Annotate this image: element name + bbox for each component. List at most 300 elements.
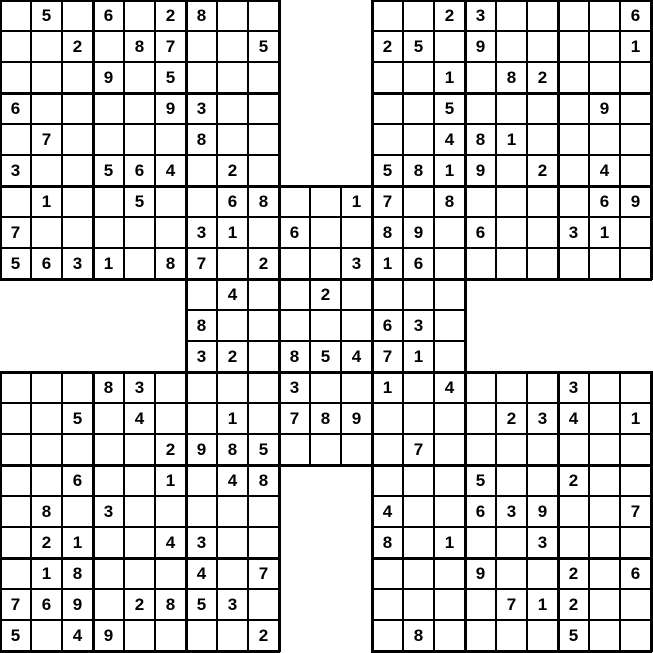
sudoku-cell-given: 8 [186, 0, 217, 31]
sudoku-cell-empty[interactable] [403, 186, 434, 217]
sudoku-cell-empty[interactable] [31, 217, 62, 248]
sudoku-cell-empty[interactable] [217, 93, 248, 124]
sudoku-cell-given: 7 [279, 403, 310, 434]
sudoku-cell-empty[interactable] [217, 124, 248, 155]
sudoku-cell-empty[interactable] [465, 248, 496, 279]
sudoku-cell-empty[interactable] [31, 31, 62, 62]
sudoku-cell-empty[interactable] [434, 434, 465, 465]
sudoku-cell-given: 9 [620, 186, 651, 217]
sudoku-cell-empty[interactable] [62, 186, 93, 217]
sudoku-cell-empty[interactable] [620, 372, 651, 403]
grid-band-vertical [371, 371, 374, 652]
sudoku-cell-empty[interactable] [0, 403, 31, 434]
sudoku-cell-empty[interactable] [155, 620, 186, 651]
sudoku-cell-empty[interactable] [620, 620, 651, 651]
sudoku-cell-given: 3 [186, 527, 217, 558]
sudoku-cell-empty[interactable] [341, 310, 372, 341]
sudoku-cell-given: 8 [310, 403, 341, 434]
sudoku-cell-given: 4 [186, 558, 217, 589]
sudoku-cell-empty[interactable] [310, 217, 341, 248]
sudoku-cell-empty[interactable] [31, 403, 62, 434]
sudoku-cell-given: 7 [31, 124, 62, 155]
sudoku-cell-empty[interactable] [248, 589, 279, 620]
sudoku-cell-given: 2 [248, 620, 279, 651]
sudoku-cell-empty[interactable] [434, 217, 465, 248]
sudoku-cell-empty[interactable] [0, 527, 31, 558]
sudoku-cell-empty[interactable] [620, 434, 651, 465]
grid-band-horizontal [0, 464, 280, 467]
sudoku-cell-empty[interactable] [186, 620, 217, 651]
sudoku-cell-given: 6 [465, 217, 496, 248]
sudoku-cell-given: 8 [155, 248, 186, 279]
sudoku-cell-empty[interactable] [0, 124, 31, 155]
sudoku-cell-empty[interactable] [372, 434, 403, 465]
sudoku-cell-empty[interactable] [186, 279, 217, 310]
sudoku-cell-given: 3 [93, 496, 124, 527]
sudoku-cell-given: 5 [155, 62, 186, 93]
sudoku-cell-empty[interactable] [93, 186, 124, 217]
sudoku-cell-given: 3 [341, 248, 372, 279]
sudoku-cell-empty[interactable] [341, 372, 372, 403]
sudoku-cell-empty[interactable] [403, 496, 434, 527]
sudoku-cell-given: 4 [434, 124, 465, 155]
sudoku-cell-empty[interactable] [527, 0, 558, 31]
sudoku-cell-empty[interactable] [403, 93, 434, 124]
sudoku-cell-empty[interactable] [465, 434, 496, 465]
sudoku-cell-empty[interactable] [465, 589, 496, 620]
sudoku-cell-empty[interactable] [434, 589, 465, 620]
sudoku-cell-empty[interactable] [589, 372, 620, 403]
grid-band-vertical [0, 0, 2, 280]
sudoku-cell-empty[interactable] [527, 124, 558, 155]
sudoku-cell-empty[interactable] [496, 31, 527, 62]
sudoku-cell-empty[interactable] [310, 372, 341, 403]
sudoku-cell-empty[interactable] [620, 217, 651, 248]
sudoku-cell-given: 5 [0, 248, 31, 279]
sudoku-cell-empty[interactable] [434, 403, 465, 434]
sudoku-cell-empty[interactable] [186, 465, 217, 496]
sudoku-cell-empty[interactable] [465, 93, 496, 124]
sudoku-cell-given: 8 [248, 186, 279, 217]
sudoku-cell-empty[interactable] [527, 217, 558, 248]
sudoku-cell-empty[interactable] [465, 620, 496, 651]
grid-band-horizontal [371, 371, 652, 374]
sudoku-cell-empty[interactable] [186, 62, 217, 93]
sudoku-cell-empty[interactable] [155, 558, 186, 589]
sudoku-cell-empty[interactable] [155, 496, 186, 527]
sudoku-cell-empty[interactable] [341, 279, 372, 310]
sudoku-cell-empty[interactable] [434, 310, 465, 341]
sudoku-cell-empty[interactable] [186, 155, 217, 186]
sudoku-cell-empty[interactable] [279, 279, 310, 310]
sudoku-cell-given: 4 [62, 620, 93, 651]
sudoku-cell-empty[interactable] [496, 465, 527, 496]
sudoku-cell-empty[interactable] [279, 248, 310, 279]
grid-band-vertical [557, 0, 560, 280]
sudoku-cell-given: 9 [403, 217, 434, 248]
grid-band-horizontal [0, 371, 280, 374]
sudoku-cell-given: 2 [155, 434, 186, 465]
sudoku-cell-empty[interactable] [558, 62, 589, 93]
sudoku-cell-empty[interactable] [62, 434, 93, 465]
sudoku-cell-empty[interactable] [62, 372, 93, 403]
sudoku-cell-empty[interactable] [31, 434, 62, 465]
sudoku-cell-empty[interactable] [589, 620, 620, 651]
sudoku-cell-empty[interactable] [496, 527, 527, 558]
sudoku-cell-empty[interactable] [248, 279, 279, 310]
sudoku-cell-empty[interactable] [496, 155, 527, 186]
sudoku-cell-empty[interactable] [465, 62, 496, 93]
sudoku-cell-empty[interactable] [403, 62, 434, 93]
sudoku-cell-empty[interactable] [279, 434, 310, 465]
sudoku-cell-empty[interactable] [496, 248, 527, 279]
sudoku-cell-empty[interactable] [341, 217, 372, 248]
sudoku-cell-empty[interactable] [527, 620, 558, 651]
sudoku-cell-empty[interactable] [527, 93, 558, 124]
grid-band-vertical [185, 371, 188, 652]
sudoku-cell-given: 6 [465, 496, 496, 527]
sudoku-cell-empty[interactable] [217, 620, 248, 651]
sudoku-cell-empty[interactable] [589, 527, 620, 558]
sudoku-cell-empty[interactable] [217, 0, 248, 31]
sudoku-cell-empty[interactable] [31, 465, 62, 496]
sudoku-cell-empty[interactable] [496, 93, 527, 124]
sudoku-cell-given: 2 [31, 527, 62, 558]
sudoku-cell-given: 3 [217, 589, 248, 620]
sudoku-cell-empty[interactable] [434, 279, 465, 310]
sudoku-cell-empty[interactable] [248, 403, 279, 434]
sudoku-cell-empty[interactable] [403, 0, 434, 31]
sudoku-cell-empty[interactable] [0, 0, 31, 31]
sudoku-cell-empty[interactable] [0, 186, 31, 217]
sudoku-cell-empty[interactable] [0, 31, 31, 62]
sudoku-cell-given: 7 [372, 186, 403, 217]
sudoku-cell-empty[interactable] [372, 279, 403, 310]
sudoku-cell-empty[interactable] [465, 372, 496, 403]
sudoku-cell-empty[interactable] [403, 403, 434, 434]
sudoku-cell-empty[interactable] [403, 589, 434, 620]
sudoku-cell-empty[interactable] [155, 372, 186, 403]
sudoku-cell-empty[interactable] [248, 0, 279, 31]
sudoku-cell-empty[interactable] [403, 279, 434, 310]
sudoku-cell-empty[interactable] [527, 248, 558, 279]
sudoku-cell-given: 6 [124, 155, 155, 186]
sudoku-cell-empty[interactable] [372, 589, 403, 620]
sudoku-cell-empty[interactable] [62, 62, 93, 93]
sudoku-cell-empty[interactable] [558, 496, 589, 527]
sudoku-cell-given: 4 [372, 496, 403, 527]
grid-band-vertical [464, 371, 467, 652]
sudoku-cell-empty[interactable] [62, 155, 93, 186]
sudoku-cell-empty[interactable] [0, 496, 31, 527]
sudoku-cell-empty[interactable] [589, 465, 620, 496]
sudoku-cell-empty[interactable] [155, 186, 186, 217]
sudoku-cell-empty[interactable] [558, 155, 589, 186]
sudoku-cell-given: 3 [0, 155, 31, 186]
sudoku-cell-empty[interactable] [496, 186, 527, 217]
sudoku-cell-empty[interactable] [372, 465, 403, 496]
sudoku-cell-empty[interactable] [558, 186, 589, 217]
sudoku-cell-empty[interactable] [93, 403, 124, 434]
sudoku-cell-empty[interactable] [62, 93, 93, 124]
sudoku-cell-empty[interactable] [372, 620, 403, 651]
sudoku-cell-given: 5 [31, 0, 62, 31]
sudoku-cell-empty[interactable] [0, 434, 31, 465]
sudoku-cell-given: 2 [558, 465, 589, 496]
sudoku-cell-given: 6 [589, 186, 620, 217]
sudoku-cell-given: 5 [248, 434, 279, 465]
sudoku-cell-empty[interactable] [434, 496, 465, 527]
sudoku-cell-empty[interactable] [434, 248, 465, 279]
sudoku-cell-empty[interactable] [589, 31, 620, 62]
sudoku-cell-empty[interactable] [341, 434, 372, 465]
sudoku-cell-empty[interactable] [372, 124, 403, 155]
sudoku-cell-empty[interactable] [248, 496, 279, 527]
sudoku-cell-given: 2 [372, 31, 403, 62]
grid-band-horizontal [371, 0, 652, 2]
sudoku-cell-empty[interactable] [434, 558, 465, 589]
sudoku-cell-empty[interactable] [31, 93, 62, 124]
sudoku-cell-given: 7 [0, 589, 31, 620]
sudoku-cell-given: 6 [0, 93, 31, 124]
sudoku-cell-empty[interactable] [558, 0, 589, 31]
sudoku-cell-empty[interactable] [558, 248, 589, 279]
sudoku-cell-empty[interactable] [620, 589, 651, 620]
sudoku-cell-empty[interactable] [620, 248, 651, 279]
sudoku-cell-given: 7 [155, 31, 186, 62]
sudoku-cell-empty[interactable] [0, 62, 31, 93]
sudoku-cell-empty[interactable] [496, 434, 527, 465]
sudoku-cell-empty[interactable] [558, 434, 589, 465]
sudoku-cell-given: 3 [558, 372, 589, 403]
sudoku-cell-given: 1 [217, 217, 248, 248]
sudoku-cell-empty[interactable] [31, 62, 62, 93]
sudoku-cell-empty[interactable] [620, 155, 651, 186]
sudoku-cell-given: 1 [341, 186, 372, 217]
sudoku-cell-empty[interactable] [589, 496, 620, 527]
sudoku-cell-given: 3 [186, 93, 217, 124]
sudoku-cell-empty[interactable] [589, 62, 620, 93]
sudoku-cell-given: 1 [403, 341, 434, 372]
sudoku-cell-empty[interactable] [62, 124, 93, 155]
sudoku-cell-given: 8 [217, 434, 248, 465]
sudoku-cell-empty[interactable] [186, 496, 217, 527]
grid-band-horizontal [185, 278, 466, 281]
sudoku-cell-empty[interactable] [310, 248, 341, 279]
sudoku-cell-empty[interactable] [527, 186, 558, 217]
sudoku-cell-empty[interactable] [589, 248, 620, 279]
sudoku-cell-empty[interactable] [155, 124, 186, 155]
sudoku-cell-empty[interactable] [124, 0, 155, 31]
sudoku-cell-empty[interactable] [62, 496, 93, 527]
sudoku-cell-empty[interactable] [248, 124, 279, 155]
sudoku-cell-empty[interactable] [496, 558, 527, 589]
sudoku-cell-given: 2 [62, 31, 93, 62]
sudoku-cell-given: 5 [403, 31, 434, 62]
sudoku-cell-empty[interactable] [496, 620, 527, 651]
sudoku-cell-empty[interactable] [372, 0, 403, 31]
sudoku-cell-given: 6 [62, 465, 93, 496]
sudoku-cell-empty[interactable] [93, 31, 124, 62]
sudoku-cell-empty[interactable] [217, 62, 248, 93]
sudoku-cell-given: 2 [124, 589, 155, 620]
sudoku-cell-empty[interactable] [217, 310, 248, 341]
sudoku-cell-empty[interactable] [589, 403, 620, 434]
sudoku-cell-empty[interactable] [434, 465, 465, 496]
sudoku-cell-empty[interactable] [186, 403, 217, 434]
sudoku-cell-given: 3 [279, 372, 310, 403]
sudoku-cell-empty[interactable] [620, 93, 651, 124]
sudoku-cell-given: 2 [527, 155, 558, 186]
sudoku-cell-empty[interactable] [527, 558, 558, 589]
sudoku-cell-empty[interactable] [465, 186, 496, 217]
sudoku-cell-empty[interactable] [248, 155, 279, 186]
sudoku-cell-empty[interactable] [93, 93, 124, 124]
sudoku-cell-empty[interactable] [310, 310, 341, 341]
sudoku-cell-empty[interactable] [310, 186, 341, 217]
sudoku-cell-empty[interactable] [403, 527, 434, 558]
sudoku-cell-empty[interactable] [527, 434, 558, 465]
sudoku-cell-empty[interactable] [496, 372, 527, 403]
sudoku-cell-empty[interactable] [310, 434, 341, 465]
sudoku-cell-empty[interactable] [93, 558, 124, 589]
sudoku-cell-empty[interactable] [589, 0, 620, 31]
sudoku-cell-given: 1 [434, 62, 465, 93]
sudoku-cell-empty[interactable] [124, 217, 155, 248]
sudoku-cell-empty[interactable] [558, 93, 589, 124]
sudoku-cell-empty[interactable] [124, 527, 155, 558]
sudoku-cell-empty[interactable] [279, 186, 310, 217]
sudoku-cell-empty[interactable] [155, 403, 186, 434]
sudoku-cell-empty[interactable] [217, 248, 248, 279]
sudoku-cell-empty[interactable] [372, 558, 403, 589]
sudoku-cell-given: 8 [186, 310, 217, 341]
sudoku-cell-empty[interactable] [589, 434, 620, 465]
sudoku-cell-empty[interactable] [93, 589, 124, 620]
sudoku-cell-empty[interactable] [124, 620, 155, 651]
sudoku-cell-empty[interactable] [217, 372, 248, 403]
sudoku-cell-empty[interactable] [434, 341, 465, 372]
sudoku-cell-empty[interactable] [186, 372, 217, 403]
sudoku-cell-empty[interactable] [124, 558, 155, 589]
sudoku-cell-empty[interactable] [620, 465, 651, 496]
sudoku-cell-empty[interactable] [558, 31, 589, 62]
sudoku-cell-empty[interactable] [403, 558, 434, 589]
sudoku-cell-empty[interactable] [124, 62, 155, 93]
sudoku-cell-empty[interactable] [62, 0, 93, 31]
sudoku-cell-empty[interactable] [589, 124, 620, 155]
sudoku-cell-given: 7 [0, 217, 31, 248]
sudoku-cell-empty[interactable] [31, 155, 62, 186]
sudoku-cell-given: 8 [372, 527, 403, 558]
sudoku-cell-empty[interactable] [465, 527, 496, 558]
sudoku-cell-given: 5 [62, 403, 93, 434]
sudoku-cell-empty[interactable] [620, 124, 651, 155]
sudoku-cell-empty[interactable] [217, 558, 248, 589]
grid-band-vertical [92, 371, 95, 652]
sudoku-cell-empty[interactable] [124, 465, 155, 496]
sudoku-cell-empty[interactable] [124, 93, 155, 124]
sudoku-cell-empty[interactable] [93, 434, 124, 465]
sudoku-cell-empty[interactable] [93, 465, 124, 496]
sudoku-cell-empty[interactable] [0, 558, 31, 589]
grid-band-vertical [0, 371, 2, 652]
sudoku-cell-empty[interactable] [124, 248, 155, 279]
sudoku-cell-given: 8 [403, 155, 434, 186]
sudoku-cell-given: 2 [527, 62, 558, 93]
sudoku-cell-empty[interactable] [93, 124, 124, 155]
sudoku-cell-empty[interactable] [124, 496, 155, 527]
sudoku-cell-empty[interactable] [217, 496, 248, 527]
sudoku-cell-empty[interactable] [248, 217, 279, 248]
sudoku-cell-given: 8 [186, 124, 217, 155]
sudoku-cell-empty[interactable] [403, 124, 434, 155]
sudoku-cell-empty[interactable] [124, 434, 155, 465]
sudoku-cell-empty[interactable] [248, 310, 279, 341]
sudoku-cell-empty[interactable] [403, 465, 434, 496]
sudoku-cell-empty[interactable] [589, 558, 620, 589]
sudoku-cell-empty[interactable] [248, 372, 279, 403]
sudoku-cell-empty[interactable] [558, 124, 589, 155]
sudoku-cell-given: 4 [124, 403, 155, 434]
sudoku-cell-empty[interactable] [589, 589, 620, 620]
sudoku-cell-empty[interactable] [31, 620, 62, 651]
sudoku-cell-empty[interactable] [248, 341, 279, 372]
sudoku-cell-given: 1 [31, 558, 62, 589]
sudoku-cell-empty[interactable] [62, 217, 93, 248]
sudoku-cell-empty[interactable] [279, 310, 310, 341]
sudoku-cell-empty[interactable] [248, 62, 279, 93]
sudoku-cell-empty[interactable] [403, 372, 434, 403]
sudoku-cell-empty[interactable] [496, 217, 527, 248]
sudoku-cell-empty[interactable] [465, 403, 496, 434]
sudoku-cell-given: 2 [558, 589, 589, 620]
grid-band-horizontal [0, 92, 280, 95]
sudoku-cell-empty[interactable] [93, 527, 124, 558]
sudoku-cell-given: 4 [434, 372, 465, 403]
sudoku-cell-empty[interactable] [527, 372, 558, 403]
sudoku-cell-given: 4 [155, 527, 186, 558]
sudoku-cell-empty[interactable] [93, 217, 124, 248]
sudoku-cell-empty[interactable] [217, 527, 248, 558]
sudoku-cell-empty[interactable] [620, 62, 651, 93]
sudoku-cell-empty[interactable] [31, 372, 62, 403]
sudoku-cell-empty[interactable] [372, 62, 403, 93]
sudoku-cell-empty[interactable] [217, 31, 248, 62]
sudoku-cell-empty[interactable] [155, 217, 186, 248]
sudoku-cell-empty[interactable] [186, 186, 217, 217]
sudoku-cell-given: 3 [62, 248, 93, 279]
sudoku-cell-empty[interactable] [620, 527, 651, 558]
sudoku-cell-empty[interactable] [527, 31, 558, 62]
sudoku-cell-empty[interactable] [248, 93, 279, 124]
sudoku-cell-empty[interactable] [496, 0, 527, 31]
sudoku-cell-empty[interactable] [248, 527, 279, 558]
sudoku-cell-empty[interactable] [558, 527, 589, 558]
sudoku-cell-empty[interactable] [372, 93, 403, 124]
sudoku-cell-empty[interactable] [124, 124, 155, 155]
sudoku-cell-empty[interactable] [372, 403, 403, 434]
sudoku-cell-empty[interactable] [527, 465, 558, 496]
sudoku-cell-empty[interactable] [0, 465, 31, 496]
sudoku-cell-empty[interactable] [434, 620, 465, 651]
sudoku-cell-empty[interactable] [0, 372, 31, 403]
sudoku-cell-given: 5 [0, 620, 31, 651]
sudoku-cell-given: 6 [217, 186, 248, 217]
sudoku-cell-empty[interactable] [186, 31, 217, 62]
sudoku-cell-given: 3 [186, 217, 217, 248]
sudoku-cell-empty[interactable] [434, 31, 465, 62]
